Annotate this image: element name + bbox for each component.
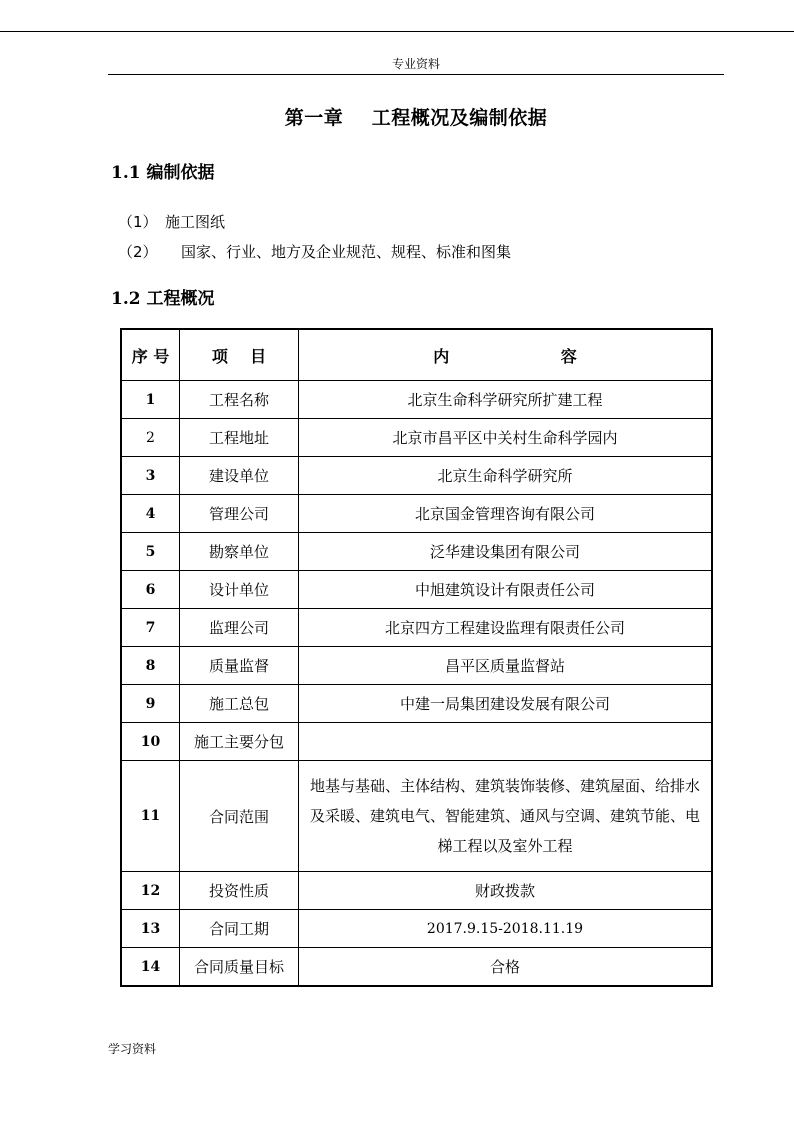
table-header-row: [121, 329, 712, 381]
row-item: 管理公司: [180, 495, 299, 533]
section-heading-overview: 1.2 工程概况: [111, 289, 215, 309]
section-heading-basis: 1.1 编制依据: [111, 163, 215, 183]
row-number: 6: [121, 571, 180, 609]
row-number: 3: [121, 457, 180, 495]
basis-item-text: 施工图纸: [165, 213, 226, 231]
header-rule: [108, 74, 724, 75]
table-row: [121, 761, 712, 872]
basis-item-number: （1）: [118, 213, 158, 231]
row-number: 1: [121, 381, 180, 419]
row-number: 8: [121, 647, 180, 685]
row-number: 10: [121, 723, 180, 761]
row-number: 5: [121, 533, 180, 571]
table-row: [121, 533, 712, 571]
row-item: 施工总包: [180, 685, 299, 723]
row-content: 2017.9.15-2018.11.19: [299, 910, 713, 948]
row-content: 北京国金管理咨询有限公司: [299, 495, 713, 533]
row-content: 中旭建筑设计有限责任公司: [299, 571, 713, 609]
table-row: [121, 457, 712, 495]
header-item: 项 目: [180, 329, 299, 381]
table-row: [121, 381, 712, 419]
basis-item-text: 国家、行业、地方及企业规范、规程、标准和图集: [181, 243, 512, 261]
row-item: 建设单位: [180, 457, 299, 495]
row-item: 勘察单位: [180, 533, 299, 571]
row-item: 合同工期: [180, 910, 299, 948]
project-overview-table: [120, 328, 713, 987]
row-item: 质量监督: [180, 647, 299, 685]
row-content: 北京生命科学研究所: [299, 457, 713, 495]
row-item: 设计单位: [180, 571, 299, 609]
row-content: 泛华建设集团有限公司: [299, 533, 713, 571]
row-content: 北京四方工程建设监理有限责任公司: [299, 609, 713, 647]
chapter-title: 第一章 工程概况及编制依据: [284, 107, 548, 129]
row-number: 2: [121, 419, 180, 457]
row-content: 合格: [299, 948, 713, 987]
row-number: 12: [121, 872, 180, 910]
header-content: 内 容: [299, 329, 713, 381]
table-row: [121, 685, 712, 723]
table-row: [121, 723, 712, 761]
table-row: [121, 647, 712, 685]
row-content: 地基与基础、主体结构、建筑装饰装修、建筑屋面、给排水及采暖、建筑电气、智能建筑、通风与空调、建筑节能、电梯工程以及室外工程: [299, 761, 713, 872]
row-number: 11: [121, 761, 180, 872]
row-number: 14: [121, 948, 180, 987]
page-header: 专业资料: [391, 57, 440, 71]
row-content: 北京生命科学研究所扩建工程: [299, 381, 713, 419]
table-row: [121, 948, 712, 987]
table-row: [121, 910, 712, 948]
row-item: 工程地址: [180, 419, 299, 457]
row-content: 北京市昌平区中关村生命科学园内: [299, 419, 713, 457]
row-content: 昌平区质量监督站: [299, 647, 713, 685]
row-content: 中建一局集团建设发展有限公司: [299, 685, 713, 723]
basis-item-number: （2）: [118, 243, 158, 261]
row-content: [299, 723, 713, 761]
row-item: 合同质量目标: [180, 948, 299, 987]
header-serial: 序 号: [121, 329, 180, 381]
table-row: [121, 419, 712, 457]
row-item: 监理公司: [180, 609, 299, 647]
table-row: [121, 872, 712, 910]
row-item: 合同范围: [180, 761, 299, 872]
row-number: 13: [121, 910, 180, 948]
row-number: 9: [121, 685, 180, 723]
row-number: 7: [121, 609, 180, 647]
row-number: 4: [121, 495, 180, 533]
table-row: [121, 571, 712, 609]
row-item: 投资性质: [180, 872, 299, 910]
row-item: 工程名称: [180, 381, 299, 419]
table-row: [121, 609, 712, 647]
page-top-rule: [0, 31, 794, 32]
row-content: 财政拨款: [299, 872, 713, 910]
page-footer: 学习资料: [108, 1042, 157, 1056]
row-item: 施工主要分包: [180, 723, 299, 761]
table-row: [121, 495, 712, 533]
